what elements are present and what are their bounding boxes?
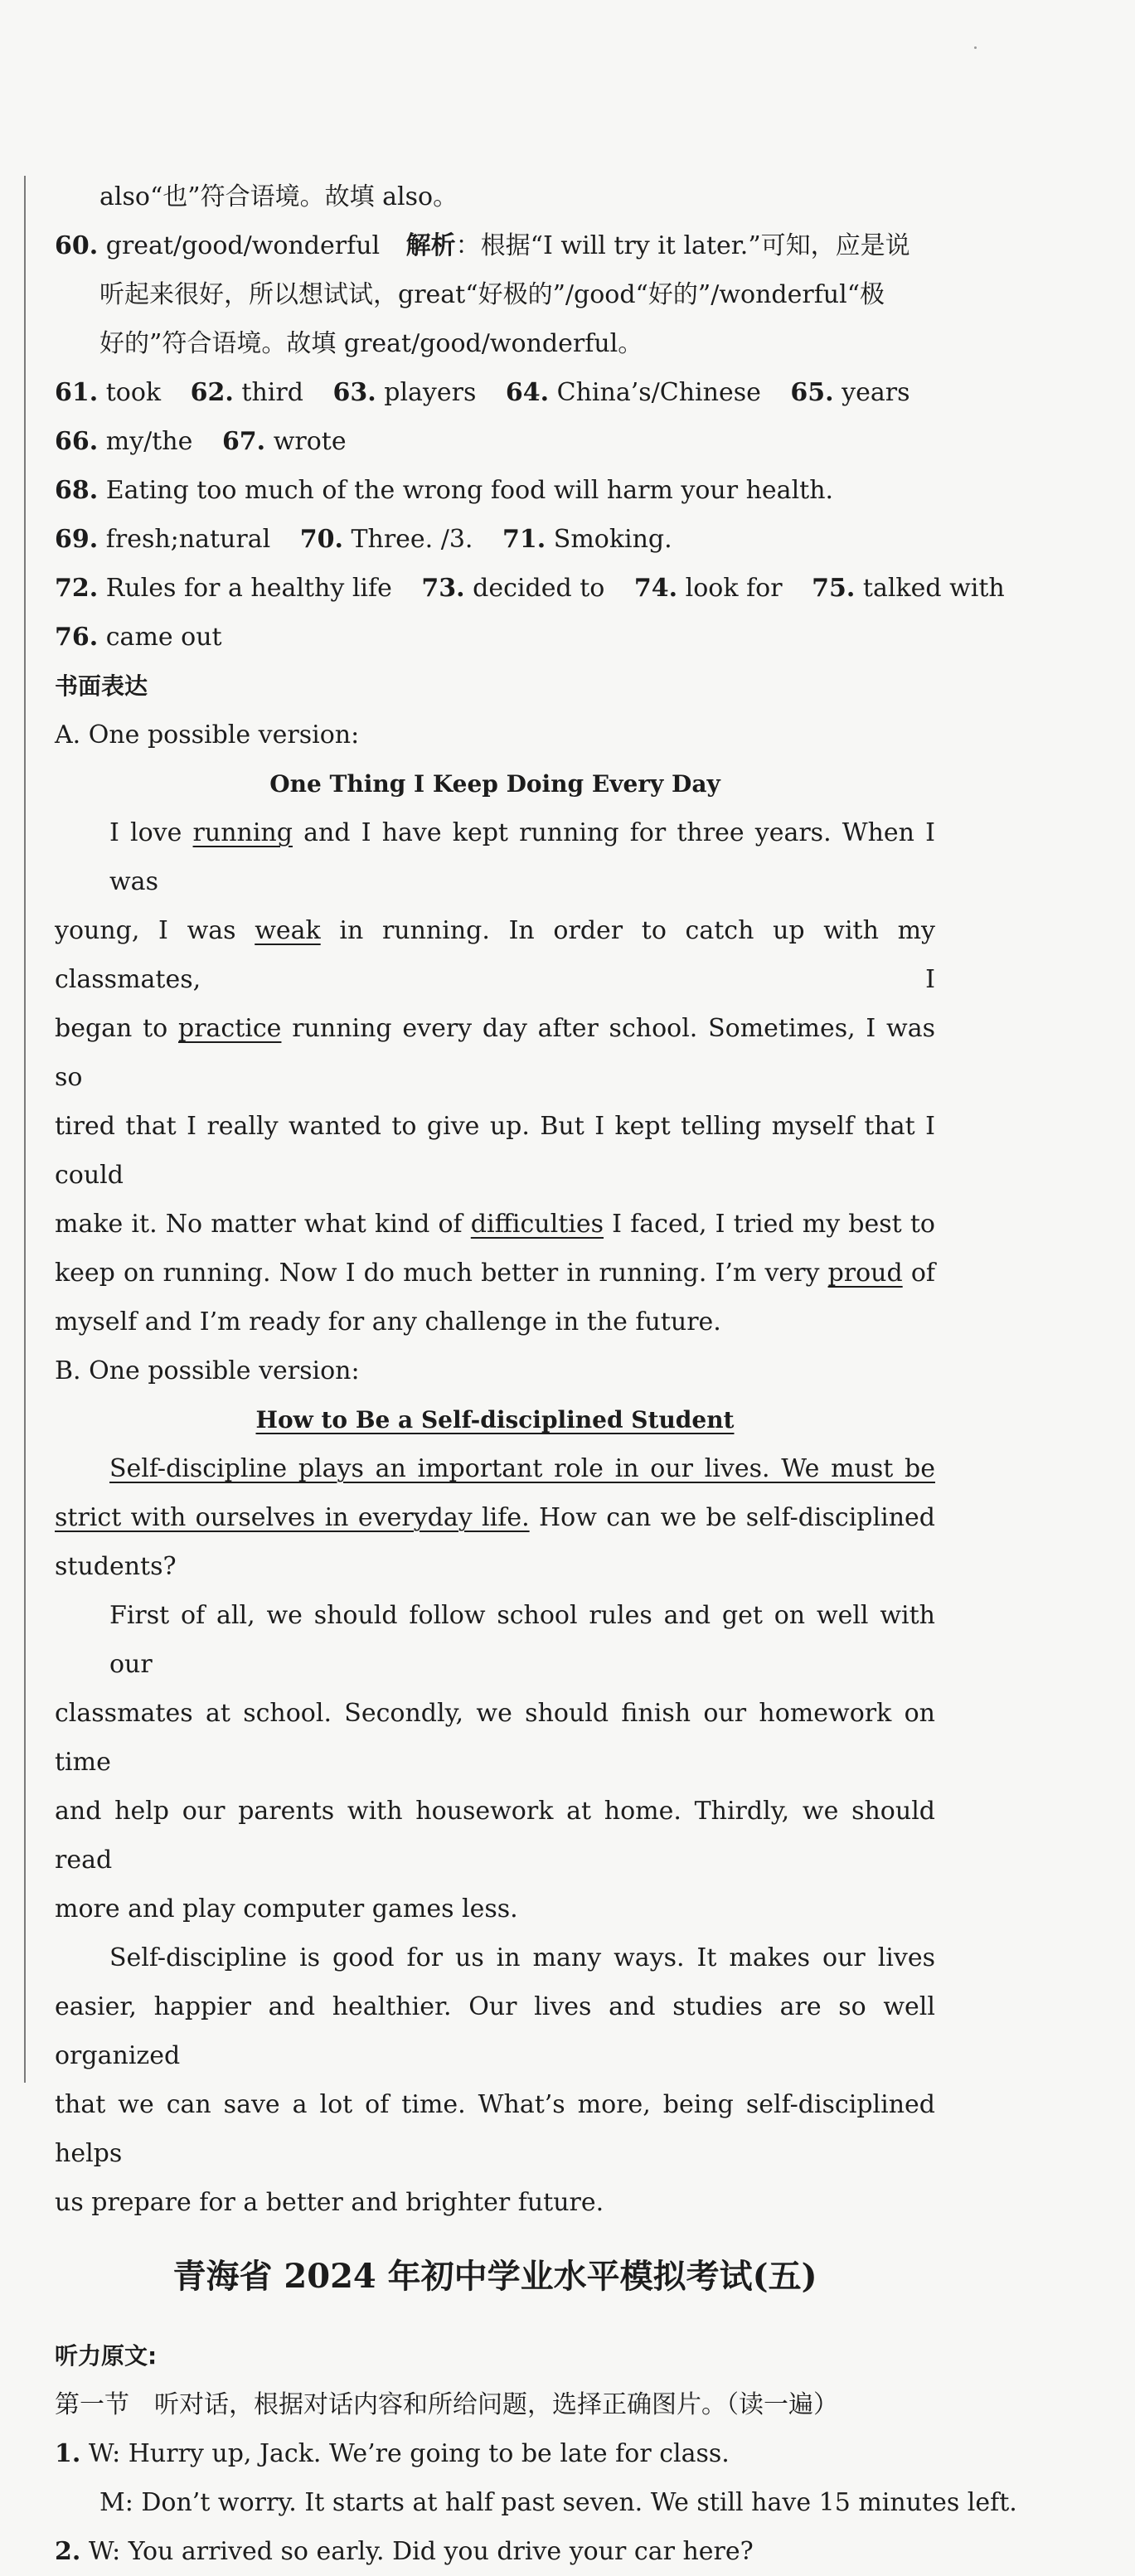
- essay-line: First of all, we should follow school rules and get on well with our: [109, 1601, 935, 1679]
- essay-line: myself and I’m ready for any challenge in the future.: [55, 1307, 721, 1337]
- version-b-label: B. One possible version:: [55, 1356, 360, 1385]
- answer-text: China’s/Chinese: [556, 378, 761, 407]
- essay-line: strict with ourselves in everyday life. How can we be self-disciplined: [55, 1503, 935, 1532]
- answer-page: [55, 172, 1017, 2576]
- answer-number: 62.: [190, 378, 234, 407]
- answers-69-71: [55, 515, 935, 564]
- dialogue-line: W: Hurry up, Jack. We’re going to be late for class.: [88, 2439, 730, 2468]
- answer-76: [55, 613, 935, 662]
- answer-number: 68.: [55, 476, 99, 505]
- answer-text: Rules for a healthy life: [105, 574, 392, 603]
- essay-line: Self-discipline is good for us in many ways. It makes our lives: [109, 1943, 935, 1972]
- section-1-instructions: 第一节 听对话，根据对话内容和所给问题，选择正确图片。（读一遍）: [55, 2390, 838, 2419]
- answers-72-75: [55, 564, 1005, 613]
- essay-line: Self-discipline plays an important role in our lives. We must be: [109, 1454, 935, 1483]
- essay-line: young, I was weak in running. In order to catch up with my classmates, I: [55, 916, 935, 994]
- answer-60-line3: 好的”符合语境。故填 great/good/wonderful。: [99, 329, 643, 358]
- essay-a: [55, 808, 935, 1346]
- answer-text: fresh;natural: [105, 525, 271, 554]
- answers-66-67: [55, 417, 935, 466]
- answer-text: took: [105, 378, 162, 407]
- answer-text: look for: [685, 574, 783, 603]
- essay-line: easier, happier and healthier. Our lives and studies are so well organized: [55, 1992, 935, 2070]
- answer-text: great/good/wonderful: [105, 231, 381, 260]
- answer-text: wrote: [273, 427, 347, 456]
- essay-line: and help our parents with housework at home. Thirdly, we should read: [55, 1797, 935, 1875]
- listening-heading: 听力原文:: [55, 2342, 158, 2370]
- essay-line: students?: [55, 1552, 177, 1581]
- answer-number: 67.: [221, 427, 266, 456]
- question-1-woman: [55, 2429, 935, 2478]
- answer-text: came out: [105, 623, 222, 652]
- question-1-man: M: Don’t worry. It starts at half past seven. We still have 15 minutes left.: [99, 2488, 1017, 2517]
- answer-text: Eating too much of the wrong food will harm your health.: [105, 476, 834, 505]
- answer-60-line2: 听起来很好，所以想试试，great“好极的”/good“好的”/wonderful“极: [99, 280, 885, 309]
- question-number: 2.: [55, 2537, 81, 2566]
- exam-title: 青海省 2024 年初中学业水平模拟考试(五): [172, 2257, 817, 2296]
- essay-line: classmates at school. Secondly, we should finish our homework on time: [55, 1699, 935, 1777]
- answer-number: 73.: [421, 574, 465, 603]
- answer-text: Three. /3.: [351, 525, 473, 554]
- answer-number: 64.: [505, 378, 550, 407]
- essay-b: [55, 1444, 935, 2227]
- answer-number: 71.: [502, 525, 546, 554]
- question-2-woman: [55, 2527, 935, 2576]
- answer-68: [55, 466, 935, 515]
- answer-number: 61.: [55, 378, 99, 407]
- answer-number: 74.: [633, 574, 678, 603]
- question-number: 1.: [55, 2439, 81, 2468]
- answer-text: Smoking.: [553, 525, 672, 554]
- answer-59-continuation: also“也”符合语境。故填 also。: [99, 182, 458, 211]
- essay-a-title: One Thing I Keep Doing Every Day: [269, 770, 720, 798]
- scan-dot: [974, 46, 977, 49]
- answer-number: 72.: [55, 574, 99, 603]
- essay-line: more and play computer games less.: [55, 1894, 518, 1924]
- version-a-label: A. One possible version:: [55, 720, 360, 750]
- essay-line: began to practice running every day after school. Sometimes, I was so: [55, 1014, 935, 1092]
- answer-number: 65.: [790, 378, 834, 407]
- answer-text: players: [384, 378, 477, 407]
- essay-b-title: How to Be a Self-disciplined Student: [255, 1406, 735, 1434]
- essay-line: keep on running. Now I do much better in running. I’m very proud of: [55, 1259, 935, 1288]
- writing-heading: 书面表达: [55, 672, 148, 700]
- analysis-label: 解析: [405, 231, 456, 260]
- essay-line: tired that I really wanted to give up. But I kept telling myself that I could: [55, 1112, 935, 1190]
- answer-text: talked with: [862, 574, 1005, 603]
- answer-text: my/the: [105, 427, 193, 456]
- analysis-text: ：根据“I will try it later.”可知，应是说: [455, 231, 910, 260]
- answers-61-65: [55, 368, 935, 417]
- dialogue-line: W: You arrived so early. Did you drive your car here?: [88, 2537, 754, 2566]
- answer-number: 63.: [332, 378, 376, 407]
- answer-text: years: [842, 378, 910, 407]
- answer-number: 76.: [55, 623, 99, 652]
- answer-number: 75.: [812, 574, 856, 603]
- essay-line: make it. No matter what kind of difficulties I faced, I tried my best to: [55, 1210, 935, 1239]
- left-margin-rule: [24, 176, 26, 2083]
- essay-line: I love running and I have kept running for three years. When I was: [109, 818, 936, 896]
- answer-number: 66.: [55, 427, 99, 456]
- essay-line: us prepare for a better and brighter future.: [55, 2188, 604, 2217]
- answer-text: third: [241, 378, 303, 407]
- answer-number: 70.: [299, 525, 343, 554]
- essay-line: that we can save a lot of time. What’s more, being self-disciplined helps: [55, 2090, 935, 2168]
- answer-number: 69.: [55, 525, 99, 554]
- answer-number: 60.: [55, 231, 99, 260]
- answer-60: [55, 221, 935, 270]
- answer-text: decided to: [473, 574, 605, 603]
